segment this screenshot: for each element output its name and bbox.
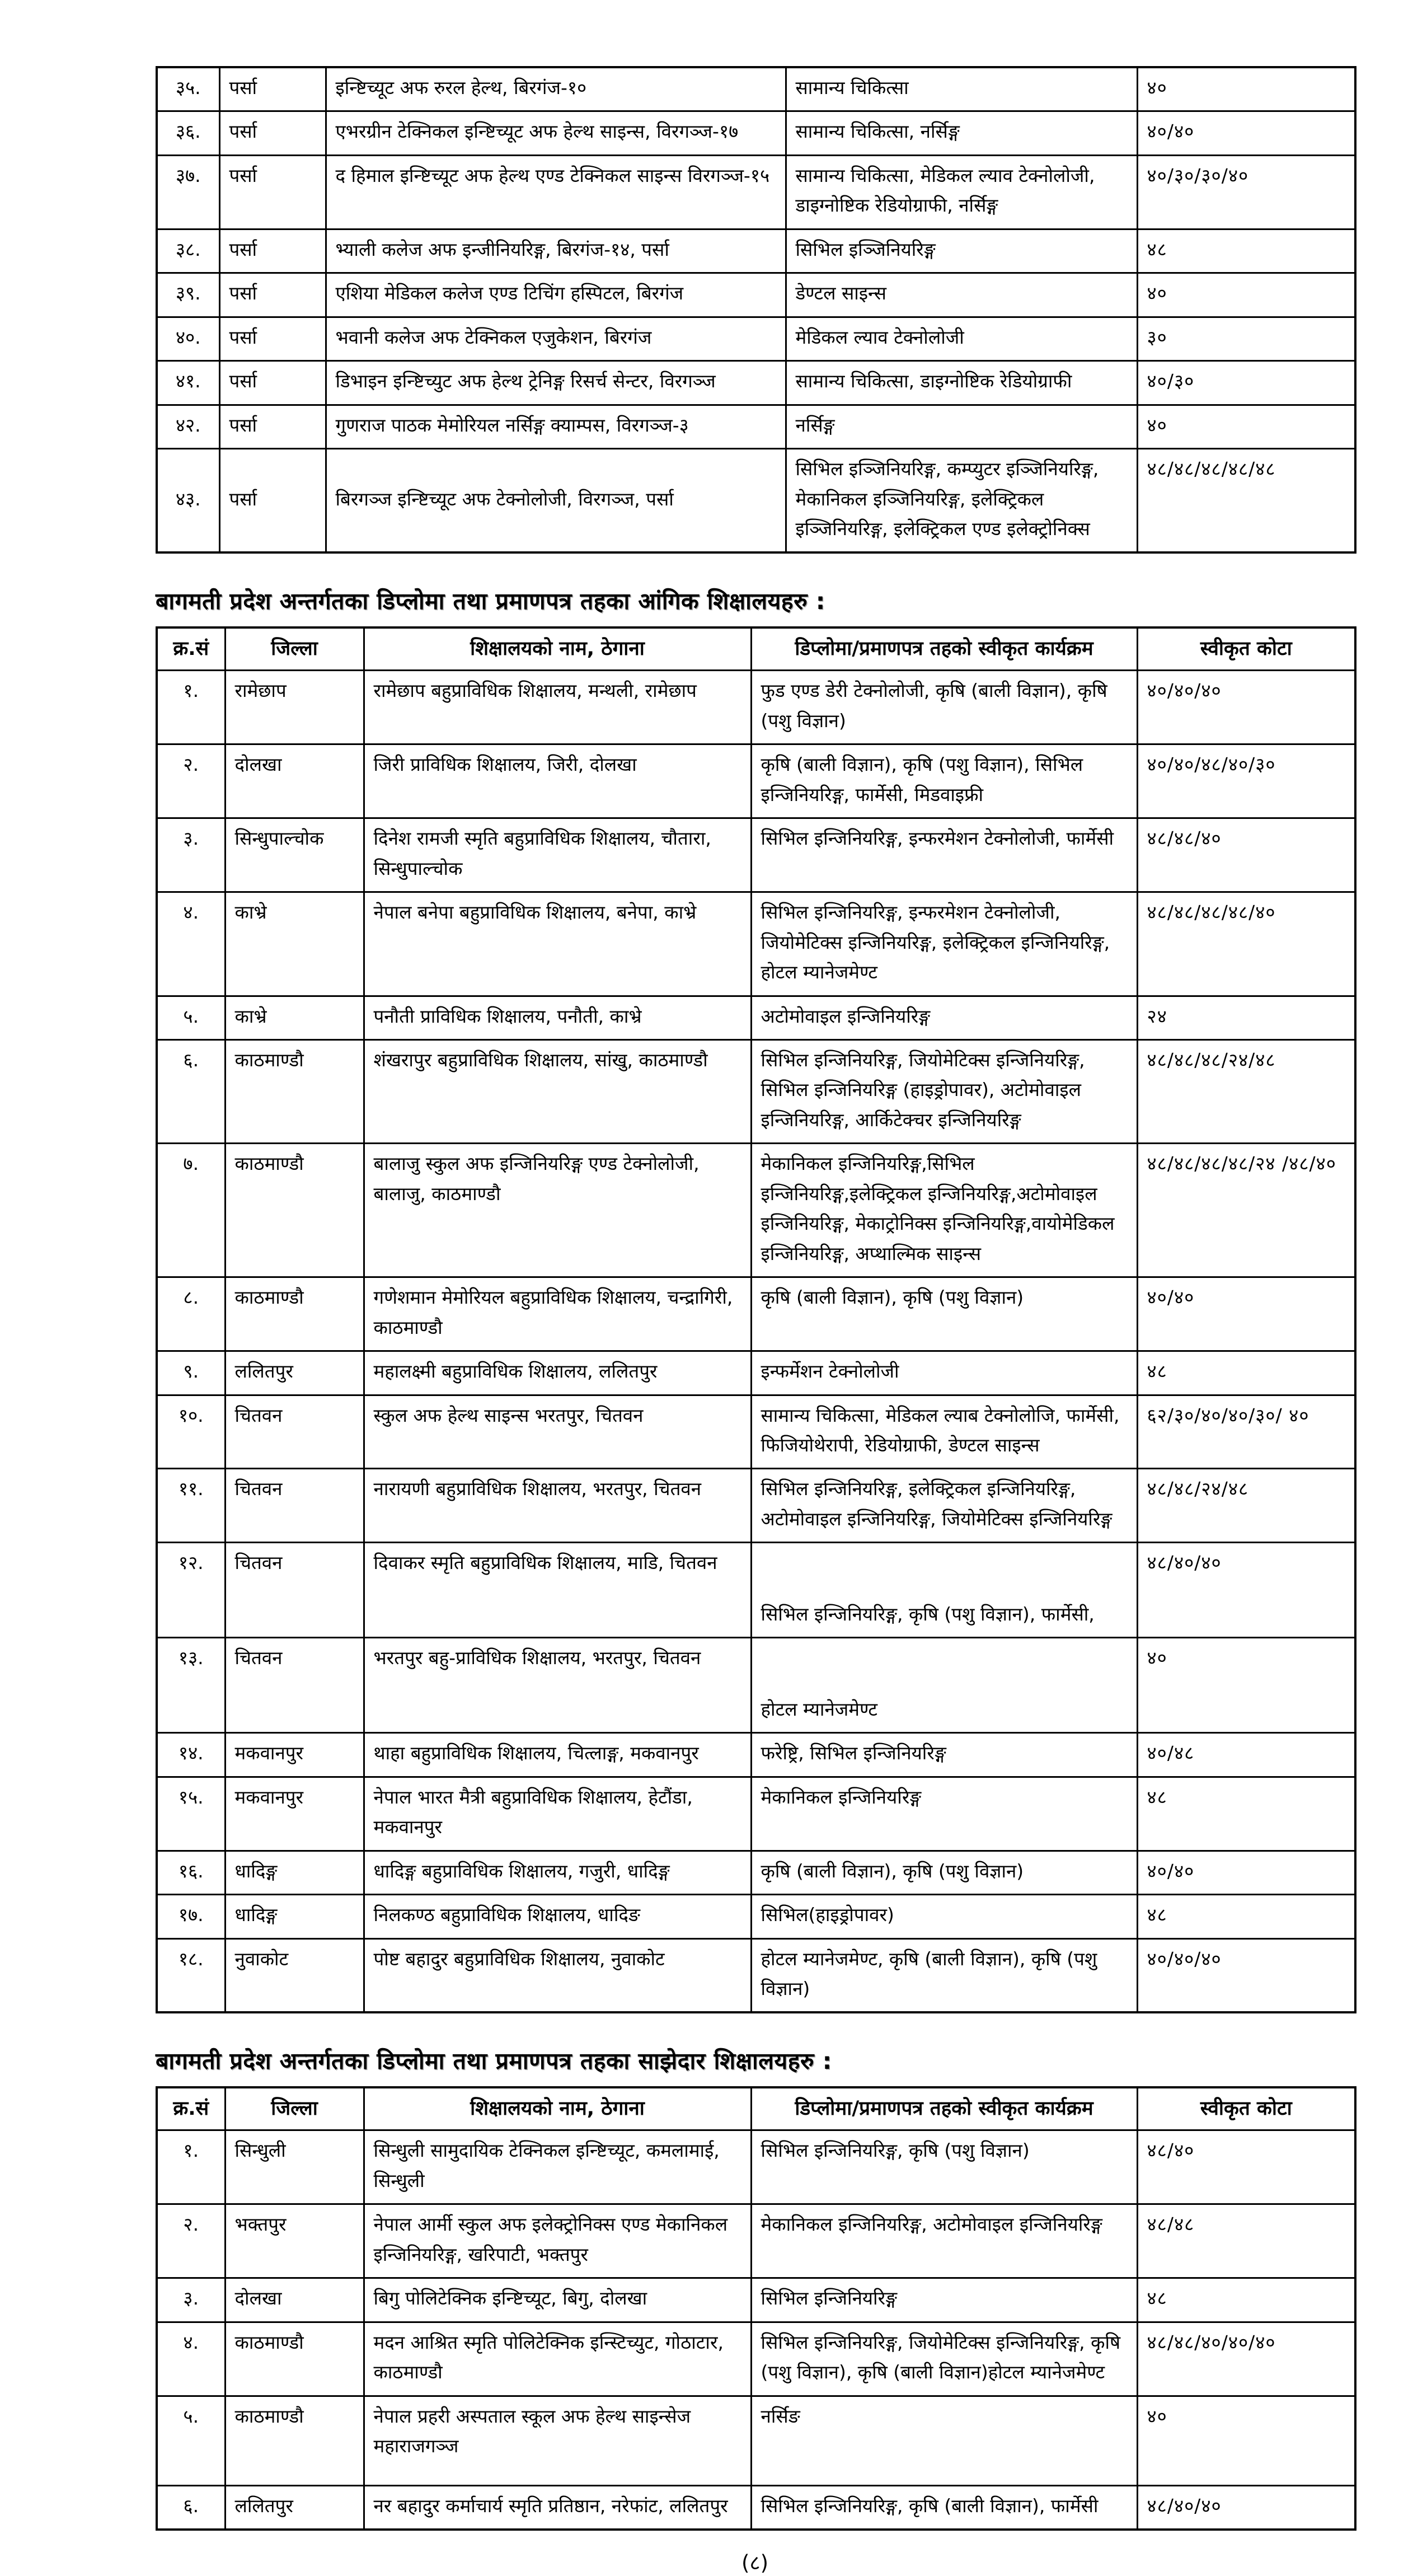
serial-number-cell: १५. [157, 1777, 225, 1851]
quota-cell: ४८ [1137, 1895, 1355, 1938]
school-name-cell: पोष्ट बहादुर बहुप्राविधिक शिक्षालय, नुवाकोट [364, 1938, 751, 2012]
programs-cell: अटोमोवाइल इन्जिनियरिङ्ग [751, 996, 1137, 1039]
school-name-cell: बिगु पोलिटेक्निक इन्ष्टिच्यूट, बिगु, दोलखा [364, 2278, 751, 2322]
table-row [157, 1543, 1355, 1638]
district-cell: पर्सा [219, 405, 326, 448]
document-page [0, 66, 1427, 2575]
district-cell: चितवन [225, 1395, 364, 1469]
table-row [157, 2204, 1355, 2278]
school-name-cell: बालाजु स्कुल अफ इन्जिनियरिङ्ग एण्ड टेक्नोलोजी, बालाजु, काठमाण्डौ [364, 1144, 751, 1277]
programs-cell: सिभिल इन्जिनियरिङ्ग [751, 2278, 1137, 2322]
quota-cell: ४८ [1137, 1777, 1355, 1851]
quota-cell: ४८ [1137, 2278, 1355, 2322]
quota-cell: ४०/४० [1137, 111, 1355, 155]
school-name-cell: नर बहादुर कर्माचार्य स्मृति प्रतिष्ठान, नरेफांट, ललितपुर [364, 2485, 751, 2530]
col-header-programs: डिप्लोमा/प्रमाणपत्र तहको स्वीकृत कार्यक्रम [751, 627, 1137, 671]
district-cell: मकवानपुर [225, 1777, 364, 1851]
district-cell: काभ्रे [225, 892, 364, 996]
school-name-cell: डिभाइन इन्ष्टिच्युट अफ हेल्थ ट्रेनिङ्ग रिसर्च सेन्टर, विरगञ्ज [326, 361, 786, 405]
district-cell: काठमाण्डौ [225, 2322, 364, 2396]
district-cell: ललितपुर [225, 1351, 364, 1395]
serial-number-cell: ३९. [157, 273, 219, 317]
quota-cell: ६२/३०/४०/४०/३०/ ४० [1137, 1395, 1355, 1469]
school-name-cell: सिन्धुली सामुदायिक टेक्निकल इन्ष्टिच्यूट, कमलामाई, सिन्धुली [364, 2130, 751, 2204]
table-row [157, 1638, 1355, 1733]
table-row [157, 744, 1355, 818]
serial-number-cell: १०. [157, 1395, 225, 1469]
quota-cell: ४८/४८ [1137, 2204, 1355, 2278]
school-name-cell: नेपाल प्रहरी अस्पताल स्कूल अफ हेल्थ साइन्सेज महाराजगञ्ज [364, 2396, 751, 2485]
district-cell: चितवन [225, 1543, 364, 1638]
district-cell: चितवन [225, 1638, 364, 1733]
programs-cell: मेकानिकल इन्जिनियरिङ्ग [751, 1777, 1137, 1851]
district-cell: पर्सा [219, 449, 326, 553]
district-cell: पर्सा [219, 361, 326, 405]
table-row [157, 1277, 1355, 1351]
quota-cell: ४०/३०/३०/४० [1137, 155, 1355, 229]
col-header-quota: स्वीकृत कोटा [1137, 627, 1355, 671]
serial-number-cell: ४३. [157, 449, 219, 553]
table-row [157, 1144, 1355, 1277]
serial-number-cell: ४०. [157, 317, 219, 360]
table-row [157, 1733, 1355, 1777]
aangik-schools-table [156, 626, 1356, 2013]
quota-cell: ४० [1137, 273, 1355, 317]
programs-cell: मेकानिकल इन्जिनियरिङ्ग, अटोमोवाइल इन्जिनियरिङ्ग [751, 2204, 1137, 2278]
programs-cell: कृषि (बाली विज्ञान), कृषि (पशु विज्ञान) [751, 1851, 1137, 1894]
district-cell: दोलखा [225, 744, 364, 818]
serial-number-cell: १४. [157, 1733, 225, 1777]
table-row [157, 449, 1355, 553]
school-name-cell: गणेशमान मेमोरियल बहुप्राविधिक शिक्षालय, चन्द्रागिरी, काठमाण्डौ [364, 1277, 751, 1351]
district-cell: पर्सा [219, 111, 326, 155]
serial-number-cell: ३. [157, 818, 225, 892]
programs-cell: कृषि (बाली विज्ञान), कृषि (पशु विज्ञान) [751, 1277, 1137, 1351]
programs-cell: नर्सिङ्ग [786, 405, 1137, 448]
col-header-school-name: शिक्षालयको नाम, ठेगाना [364, 627, 751, 671]
programs-cell: सामान्य चिकित्सा, मेडिकल ल्याव टेक्नोलोजी, डाइग्नोष्टिक रेडियोग्राफी, नर्सिङ्ग [786, 155, 1137, 229]
programs-cell: सिभिल इञ्जिनियरिङ्ग, कम्प्युटर इञ्जिनियरिङ्ग, मेकानिकल इञ्जिनियरिङ्ग, इलेक्ट्रिकल इञ्जिनियरिङ्ग, इलेक्ट्रिकल एण्ड इलेक्ट्रोनिक्स [786, 449, 1137, 553]
district-cell: पर्सा [219, 229, 326, 273]
table-row [157, 111, 1355, 155]
school-name-cell: नारायणी बहुप्राविधिक शिक्षालय, भरतपुर, चितवन [364, 1469, 751, 1543]
table-header-row [157, 2087, 1355, 2130]
parsa-institutions-table [156, 66, 1356, 554]
quota-cell: ४८/४८/४८/४८/४० [1137, 892, 1355, 996]
school-name-cell: शंखरापुर बहुप्राविधिक शिक्षालय, सांखु, काठमाण्डौ [364, 1039, 751, 1143]
quota-cell: ४८/४८/४०/४०/४० [1137, 2322, 1355, 2396]
district-cell: पर्सा [219, 273, 326, 317]
school-name-cell: भवानी कलेज अफ टेक्निकल एजुकेशन, बिरगंज [326, 317, 786, 360]
table-row [157, 155, 1355, 229]
programs-cell: सिभिल इन्जिनियरिङ्ग, इन्फरमेशन टेक्नोलोजी, जियोमेटिक्स इन्जिनियरिङ्ग, इलेक्ट्रिकल इन्जिनियरिङ्ग, होटल म्यानेजमेण्ट [751, 892, 1137, 996]
table-row [157, 361, 1355, 405]
quota-cell: ४८/४८/४८/४८/२४ /४८/४० [1137, 1144, 1355, 1277]
programs-cell: नर्सिङ [751, 2396, 1137, 2485]
district-cell: धादिङ्ग [225, 1895, 364, 1938]
programs-cell: मेकानिकल इन्जिनियरिङ्ग,सिभिल इन्जिनियरिङ्ग,इलेक्ट्रिकल इन्जिनियरिङ्ग,अटोमोवाइल इन्जिनियरिङ्ग, मेकाट्रोनिक्स इन्जिनियरिङ्ग,वायोमेडिकल इन्जिनियरिङ्ग, अप्थाल्मिक साइन्स [751, 1144, 1137, 1277]
district-cell: काठमाण्डौ [225, 1144, 364, 1277]
table-row [157, 2396, 1355, 2485]
serial-number-cell: ६. [157, 2485, 225, 2530]
serial-number-cell: १७. [157, 1895, 225, 1938]
serial-number-cell: १३. [157, 1638, 225, 1733]
serial-number-cell: ३५. [157, 67, 219, 111]
quota-cell: ४०/४०/४० [1137, 1938, 1355, 2012]
programs-cell: फरेष्ट्रि, सिभिल इन्जिनियरिङ्ग [751, 1733, 1137, 1777]
serial-number-cell: १२. [157, 1543, 225, 1638]
quota-cell: ४८/४८/२४/४८ [1137, 1469, 1355, 1543]
col-header-district: जिल्ला [225, 627, 364, 671]
col-header-district: जिल्ला [225, 2087, 364, 2130]
table-row [157, 818, 1355, 892]
district-cell: सिन्धुपाल्चोक [225, 818, 364, 892]
serial-number-cell: ४. [157, 2322, 225, 2396]
col-header-quota: स्वीकृत कोटा [1137, 2087, 1355, 2130]
school-name-cell: धादिङ्ग बहुप्राविधिक शिक्षालय, गजुरी, धादिङ्ग [364, 1851, 751, 1894]
school-name-cell: नेपाल आर्मी स्कुल अफ इलेक्ट्रोनिक्स एण्ड मेकानिकल इन्जिनियरिङ्ग, खरिपाटी, भक्तपुर [364, 2204, 751, 2278]
programs-cell: इन्फर्मेशन टेक्नोलोजी [751, 1351, 1137, 1395]
serial-number-cell: ८. [157, 1277, 225, 1351]
programs-cell: सामान्य चिकित्सा [786, 67, 1137, 111]
quota-cell: ४८/४०/४० [1137, 1543, 1355, 1638]
programs-cell: होटल म्यानेजमेण्ट, कृषि (बाली विज्ञान), कृषि (पशु विज्ञान) [751, 1938, 1137, 2012]
serial-number-cell: २. [157, 744, 225, 818]
table-row [157, 405, 1355, 448]
quota-cell: ४८/४८/४८/२४/४८ [1137, 1039, 1355, 1143]
quota-cell: ४०/३० [1137, 361, 1355, 405]
page-content [156, 66, 1354, 2576]
table-row [157, 317, 1355, 360]
school-name-cell: एशिया मेडिकल कलेज एण्ड टिचिंग हस्पिटल, बिरगंज [326, 273, 786, 317]
sajhedar-schools-table [156, 2086, 1356, 2531]
quota-cell: ४० [1137, 1638, 1355, 1733]
district-cell: भक्तपुर [225, 2204, 364, 2278]
serial-number-cell: ४२. [157, 405, 219, 448]
table-row [157, 273, 1355, 317]
programs-cell: सिभिल इन्जिनियरिङ्ग, जियोमेटिक्स इन्जिनियरिङ्ग, कृषि (पशु विज्ञान), कृषि (बाली विज्ञान)होटल म्यानेजमेण्ट [751, 2322, 1137, 2396]
programs-cell: सामान्य चिकित्सा, डाइग्नोष्टिक रेडियोग्राफी [786, 361, 1137, 405]
serial-number-cell: ११. [157, 1469, 225, 1543]
programs-cell: सामान्य चिकित्सा, नर्सिङ्ग [786, 111, 1137, 155]
district-cell: ललितपुर [225, 2485, 364, 2530]
table-row [157, 2278, 1355, 2322]
programs-cell: फुड एण्ड डेरी टेक्नोलोजी, कृषि (बाली विज्ञान), कृषि (पशु विज्ञान) [751, 671, 1137, 744]
serial-number-cell: ६. [157, 1039, 225, 1143]
serial-number-cell: ३६. [157, 111, 219, 155]
quota-cell: ४० [1137, 67, 1355, 111]
programs-cell: सिभिल इन्जिनियरिङ्ग, कृषि (पशु विज्ञान) [751, 2130, 1137, 2204]
table-row [157, 1895, 1355, 1938]
quota-cell: ४० [1137, 405, 1355, 448]
school-name-cell: महालक्ष्मी बहुप्राविधिक शिक्षालय, ललितपुर [364, 1351, 751, 1395]
district-cell: काठमाण्डौ [225, 1277, 364, 1351]
quota-cell: ४०/४८ [1137, 1733, 1355, 1777]
school-name-cell: बिरगञ्ज इन्ष्टिच्यूट अफ टेक्नोलोजी, विरगञ्ज, पर्सा [326, 449, 786, 553]
table-row [157, 67, 1355, 111]
school-name-cell: गुणराज पाठक मेमोरियल नर्सिङ्ग क्याम्पस, विरगञ्ज-३ [326, 405, 786, 448]
quota-cell: ४८ [1137, 229, 1355, 273]
section-heading-aangik: बागमती प्रदेश अन्तर्गतका डिप्लोमा तथा प्रमाणपत्र तहका आंगिक शिक्षालयहरु : [156, 588, 825, 615]
programs-cell: सिभिल इन्जिनियरिङ्ग, कृषि (बाली विज्ञान), फार्मेसी [751, 2485, 1137, 2530]
serial-number-cell: ३. [157, 2278, 225, 2322]
quota-cell: २४ [1137, 996, 1355, 1039]
school-name-cell: इन्ष्टिच्यूट अफ रुरल हेल्थ, बिरगंज-१० [326, 67, 786, 111]
school-name-cell: निलकण्ठ बहुप्राविधिक शिक्षालय, धादिङ [364, 1895, 751, 1938]
quota-cell: ४०/४०/४० [1137, 671, 1355, 744]
school-name-cell: भरतपुर बहु-प्राविधिक शिक्षालय, भरतपुर, चितवन [364, 1638, 751, 1733]
quota-cell: ४० [1137, 2396, 1355, 2485]
school-name-cell: थाहा बहुप्राविधिक शिक्षालय, चित्लाङ्ग, मकवानपुर [364, 1733, 751, 1777]
district-cell: पर्सा [219, 67, 326, 111]
school-name-cell: मदन आश्रित स्मृति पोलिटेक्निक इन्स्टिच्युट, गोठाटार, काठमाण्डौ [364, 2322, 751, 2396]
serial-number-cell: १. [157, 671, 225, 744]
section-heading-sajhedar: बागमती प्रदेश अन्तर्गतका डिप्लोमा तथा प्रमाणपत्र तहका साझेदार शिक्षालयहरु : [156, 2048, 832, 2075]
school-name-cell: जिरी प्राविधिक शिक्षालय, जिरी, दोलखा [364, 744, 751, 818]
district-cell: मकवानपुर [225, 1733, 364, 1777]
serial-number-cell: २. [157, 2204, 225, 2278]
programs-cell: डेण्टल साइन्स [786, 273, 1137, 317]
district-cell: दोलखा [225, 2278, 364, 2322]
district-cell: काभ्रे [225, 996, 364, 1039]
serial-number-cell: ९. [157, 1351, 225, 1395]
district-cell: सिन्धुली [225, 2130, 364, 2204]
table-row [157, 1938, 1355, 2012]
table-row [157, 2130, 1355, 2204]
programs-cell: कृषि (बाली विज्ञान), कृषि (पशु विज्ञान), सिभिल इन्जिनियरिङ्ग, फार्मेसी, मिडवाइफ्री [751, 744, 1137, 818]
page-number: (८) [741, 2551, 769, 2575]
school-name-cell: पनौती प्राविधिक शिक्षालय, पनौती, काभ्रे [364, 996, 751, 1039]
district-cell: पर्सा [219, 155, 326, 229]
school-name-cell: नेपाल बनेपा बहुप्राविधिक शिक्षालय, बनेपा, काभ्रे [364, 892, 751, 996]
school-name-cell: दिवाकर स्मृति बहुप्राविधिक शिक्षालय, माडि, चितवन [364, 1543, 751, 1638]
programs-cell: सिभिल इञ्जिनियरिङ्ग [786, 229, 1137, 273]
school-name-cell: भ्याली कलेज अफ इन्जीनियरिङ्ग, बिरगंज-१४, पर्सा [326, 229, 786, 273]
table-row [157, 1851, 1355, 1894]
school-name-cell: नेपाल भारत मैत्री बहुप्राविधिक शिक्षालय, हेटौंडा, मकवानपुर [364, 1777, 751, 1851]
quota-cell: ४८/४८/४८/४८/४८ [1137, 449, 1355, 553]
programs-cell: सिभिल इन्जिनियरिङ्ग, जियोमेटिक्स इन्जिनियरिङ्ग, सिभिल इन्जिनियरिङ्ग (हाइड्रोपावर), अटोमोवाइल इन्जिनियरिङ्ग, आर्किटेक्चर इन्जिनियरिङ्ग [751, 1039, 1137, 1143]
quota-cell: ४०/४० [1137, 1851, 1355, 1894]
serial-number-cell: ३८. [157, 229, 219, 273]
district-cell: काठमाण्डौ [225, 2396, 364, 2485]
col-header-school-name: शिक्षालयको नाम, ठेगाना [364, 2087, 751, 2130]
quota-cell: ३० [1137, 317, 1355, 360]
district-cell: चितवन [225, 1469, 364, 1543]
school-name-cell: द हिमाल इन्ष्टिच्यूट अफ हेल्थ एण्ड टेक्निकल साइन्स विरगञ्ज-१५ [326, 155, 786, 229]
serial-number-cell: १८. [157, 1938, 225, 2012]
table-row [157, 1351, 1355, 1395]
programs-cell: सिभिल इन्जिनियरिङ्ग, इन्फरमेशन टेक्नोलोजी, फार्मेसी [751, 818, 1137, 892]
programs-cell: सामान्य चिकित्सा, मेडिकल ल्याब टेक्नोलोजि, फार्मेसी, फिजियोथेरापी, रेडियोग्राफी, डेण्टल साइन्स [751, 1395, 1137, 1469]
serial-number-cell: ७. [157, 1144, 225, 1277]
table-header-row [157, 627, 1355, 671]
serial-number-cell: ५. [157, 996, 225, 1039]
serial-number-cell: ४. [157, 892, 225, 996]
quota-cell: ४८/४० [1137, 2130, 1355, 2204]
district-cell: नुवाकोट [225, 1938, 364, 2012]
serial-number-cell: ३७. [157, 155, 219, 229]
table-row [157, 2485, 1355, 2530]
serial-number-cell: १. [157, 2130, 225, 2204]
programs-cell: सिभिल इन्जिनियरिङ्ग, कृषि (पशु विज्ञान), फार्मेसी, [751, 1543, 1137, 1638]
district-cell: काठमाण्डौ [225, 1039, 364, 1143]
programs-cell: सिभिल इन्जिनियरिङ्ग, इलेक्ट्रिकल इन्जिनियरिङ्ग, अटोमोवाइल इन्जिनियरिङ्ग, जियोमेटिक्स इन्जिनियरिङ्ग [751, 1469, 1137, 1543]
table-row [157, 1777, 1355, 1851]
district-cell: पर्सा [219, 317, 326, 360]
quota-cell: ४०/४० [1137, 1277, 1355, 1351]
table-row [157, 671, 1355, 744]
table-row [157, 229, 1355, 273]
school-name-cell: स्कुल अफ हेल्थ साइन्स भरतपुर, चितवन [364, 1395, 751, 1469]
quota-cell: ४८/४८/४० [1137, 818, 1355, 892]
col-header-sn: क्र.सं [157, 627, 225, 671]
district-cell: धादिङ्ग [225, 1851, 364, 1894]
school-name-cell: दिनेश रामजी स्मृति बहुप्राविधिक शिक्षालय, चौतारा, सिन्धुपाल्चोक [364, 818, 751, 892]
school-name-cell: रामेछाप बहुप्राविधिक शिक्षालय, मन्थली, रामेछाप [364, 671, 751, 744]
programs-cell: सिभिल(हाइड्रोपावर) [751, 1895, 1137, 1938]
quota-cell: ४०/४०/४८/४०/३० [1137, 744, 1355, 818]
table-row [157, 996, 1355, 1039]
district-cell: रामेछाप [225, 671, 364, 744]
programs-cell: होटल म्यानेजमेण्ट [751, 1638, 1137, 1733]
col-header-programs: डिप्लोमा/प्रमाणपत्र तहको स्वीकृत कार्यक्रम [751, 2087, 1137, 2130]
serial-number-cell: १६. [157, 1851, 225, 1894]
table-row [157, 1395, 1355, 1469]
table-row [157, 1469, 1355, 1543]
col-header-sn: क्र.सं [157, 2087, 225, 2130]
serial-number-cell: ४१. [157, 361, 219, 405]
table-row [157, 1039, 1355, 1143]
serial-number-cell: ५. [157, 2396, 225, 2485]
quota-cell: ४८ [1137, 1351, 1355, 1395]
table-row [157, 892, 1355, 996]
programs-cell: मेडिकल ल्याव टेक्नोलोजी [786, 317, 1137, 360]
school-name-cell: एभरग्रीन टेक्निकल इन्ष्टिच्यूट अफ हेल्थ साइन्स, विरगञ्ज-१७ [326, 111, 786, 155]
table-row [157, 2322, 1355, 2396]
quota-cell: ४८/४०/४० [1137, 2485, 1355, 2530]
